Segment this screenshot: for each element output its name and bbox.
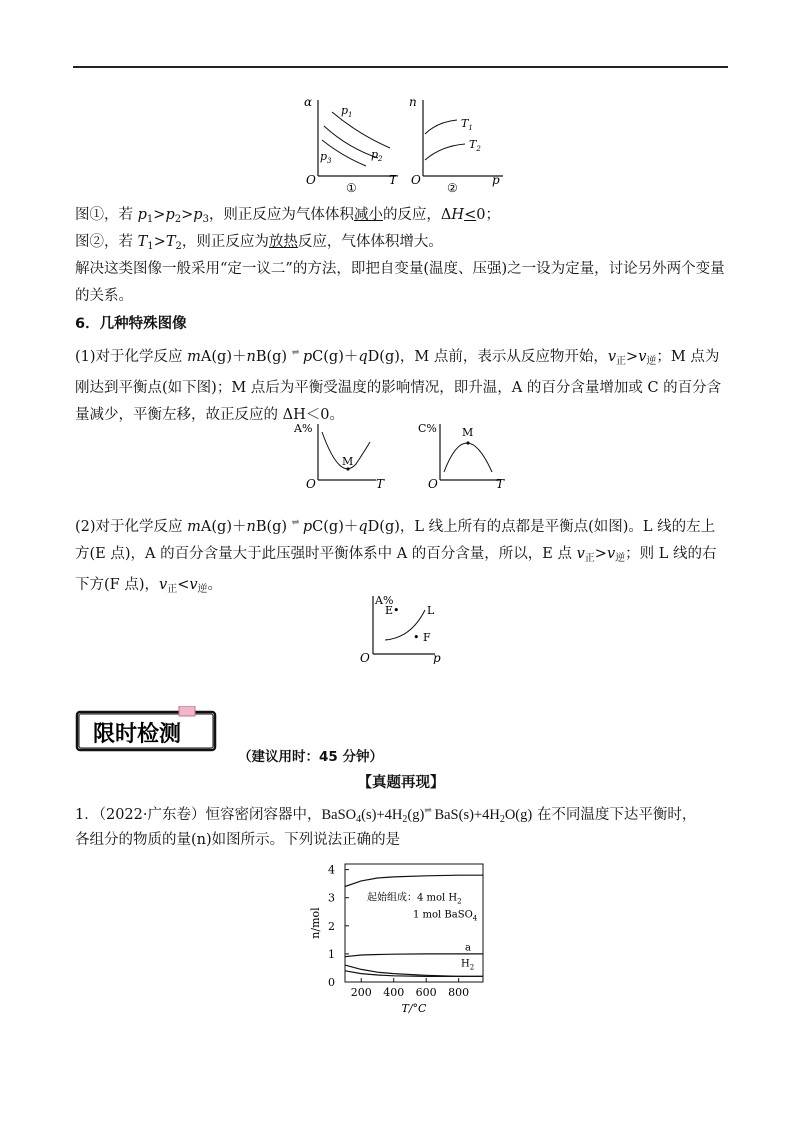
fig2-origin: O bbox=[411, 173, 421, 187]
fig2-t2-label: $T_2$ bbox=[469, 138, 481, 153]
paragraph-item2: (2)对于化学反应 mA(g)＋nB(g) ⇌ pC(g)＋qD(g)，L 线上所有的点都是平衡点(如图)。L 线的左上方(E 点)，A 的百分含量大于此压强时平衡体系中 A 的百分含量，所以，E 点 $v_正>v_逆$；则 L 线的右下方(F 点)，$v_正<v_逆$。 bbox=[75, 510, 727, 603]
y-tick-label: 4 bbox=[328, 863, 335, 877]
y-tick-label: 1 bbox=[328, 947, 335, 961]
paragraph-fig2: 图②，若 $T_1>T_2$，则正反应为放热反应，气体体积增大。 bbox=[75, 234, 443, 252]
fig1-p2-label: $p_2$ bbox=[371, 148, 383, 163]
x-tick-label: 800 bbox=[448, 986, 470, 999]
y-tick-label: 2 bbox=[328, 919, 335, 933]
fig2-x-label: p bbox=[492, 173, 500, 187]
paragraph-fig1: 图①，若 $p_1>p_2>p_3$，则正反应为气体体积减小的反应，ΔH<0； bbox=[75, 207, 500, 225]
fig5-line-label: L bbox=[427, 604, 435, 617]
fig1-y-label: α bbox=[304, 95, 313, 109]
question-1-line2: 各组分的物质的量(n)如图所示。下列说法正确的是 bbox=[75, 832, 401, 848]
time-hint: （建议用时：45 分钟） bbox=[238, 749, 383, 765]
fig1-p1-label: $p_1$ bbox=[341, 104, 353, 119]
figure-2 bbox=[405, 92, 515, 194]
series-line-1 bbox=[345, 954, 483, 957]
fig1-p3-label: $p_3$ bbox=[320, 150, 332, 165]
x-tick-label: 600 bbox=[415, 986, 437, 999]
x-tick-label: 400 bbox=[383, 986, 405, 999]
fig4-point-m bbox=[466, 441, 469, 444]
paperclip-icon bbox=[179, 706, 195, 716]
fig4-origin: O bbox=[428, 477, 438, 491]
fig1-number: ① bbox=[346, 181, 357, 194]
fig4-curve bbox=[444, 443, 492, 472]
fig5-point-e: E• bbox=[385, 604, 400, 617]
fig3-y-label: A% bbox=[294, 422, 313, 435]
fig2-y-label: n bbox=[409, 95, 417, 109]
x-tick-label: 200 bbox=[350, 986, 372, 999]
fig5-y-label: A% bbox=[375, 594, 394, 607]
chart-annotation-2: 1 mol BaSO$_4$ bbox=[413, 909, 478, 923]
series-label-h2: $H_2$ bbox=[461, 958, 475, 972]
fig2-t1-label: $T_1$ bbox=[461, 117, 473, 132]
equilibrium-arrow-icon: ⇌ bbox=[291, 348, 299, 358]
fig4-x-label: T bbox=[496, 477, 505, 491]
fig2-curve-t2 bbox=[425, 144, 465, 160]
chart-annotation-1: 起始组成：4 mol $H_2$ bbox=[367, 892, 462, 906]
paragraph-method: 解决这类图像一般采用“定一议二”的方法，即把自变量(温度、压强)之一设为定量，讨论另外两个变量的关系。 bbox=[75, 261, 725, 304]
x-axis-label: T/°C bbox=[401, 1002, 427, 1015]
fig5-origin: O bbox=[360, 651, 370, 664]
fig1-curve-p1 bbox=[332, 112, 390, 148]
fig3-origin: O bbox=[306, 477, 316, 491]
fig2-curve-t1 bbox=[425, 120, 457, 134]
fig3-x-label: T bbox=[376, 477, 385, 491]
heading-6: 6．几种特殊图像 bbox=[75, 316, 187, 332]
y-tick-label: 0 bbox=[328, 976, 335, 989]
figure-c-percent bbox=[418, 418, 518, 494]
section-title: 【真题再现】 bbox=[357, 775, 445, 791]
paragraph-item1: (1)对于化学反应 mA(g)＋nB(g) ⇌ pC(g)＋qD(g)，M 点前，表示从反应物开始，$v_正>v_逆$；M 点为刚达到平衡点(如下图)；M 点后为平衡受温度的影响情况，即升温，A 的百分含量增加或 C 的百分含量减少，平衡左移，故正反应的 ΔH＜0。 bbox=[75, 340, 727, 429]
fig3-point-label: M bbox=[342, 455, 354, 468]
series-line-3 bbox=[345, 971, 483, 977]
y-tick-label: 3 bbox=[328, 891, 335, 905]
figure-a-percent bbox=[292, 418, 392, 494]
equilibrium-arrow-icon: ⇌ bbox=[424, 806, 431, 816]
y-axis-label: n/mol bbox=[309, 907, 322, 939]
banner-title: 限时检测 bbox=[93, 721, 182, 747]
equilibrium-chart bbox=[305, 856, 505, 1020]
fig1-x-label: T bbox=[389, 173, 398, 187]
top-rule bbox=[73, 66, 728, 68]
question-1: 1．（2022·广东卷）恒容密闭容器中，$BaSO_4(s)+4H_2(g)\rightleftharpoons$ $BaS(s)+4H_2O(g)$ 在不同温度下达平衡时， bbox=[75, 798, 727, 833]
figure-1 bbox=[298, 92, 408, 194]
figure-l-line bbox=[355, 592, 455, 664]
fig5-point-f: • F bbox=[413, 631, 431, 644]
equilibrium-arrow-icon: ⇌ bbox=[291, 518, 299, 528]
fig5-x-label: p bbox=[433, 651, 441, 664]
series-label-a: a bbox=[465, 942, 471, 954]
fig1-curve-p2 bbox=[324, 126, 378, 158]
fig1-origin: O bbox=[306, 173, 316, 187]
series-line-0 bbox=[345, 875, 483, 886]
fig2-number: ② bbox=[447, 181, 458, 194]
fig4-point-label: M bbox=[462, 426, 474, 439]
section-banner bbox=[75, 706, 219, 754]
fig4-y-label: C% bbox=[418, 422, 437, 435]
